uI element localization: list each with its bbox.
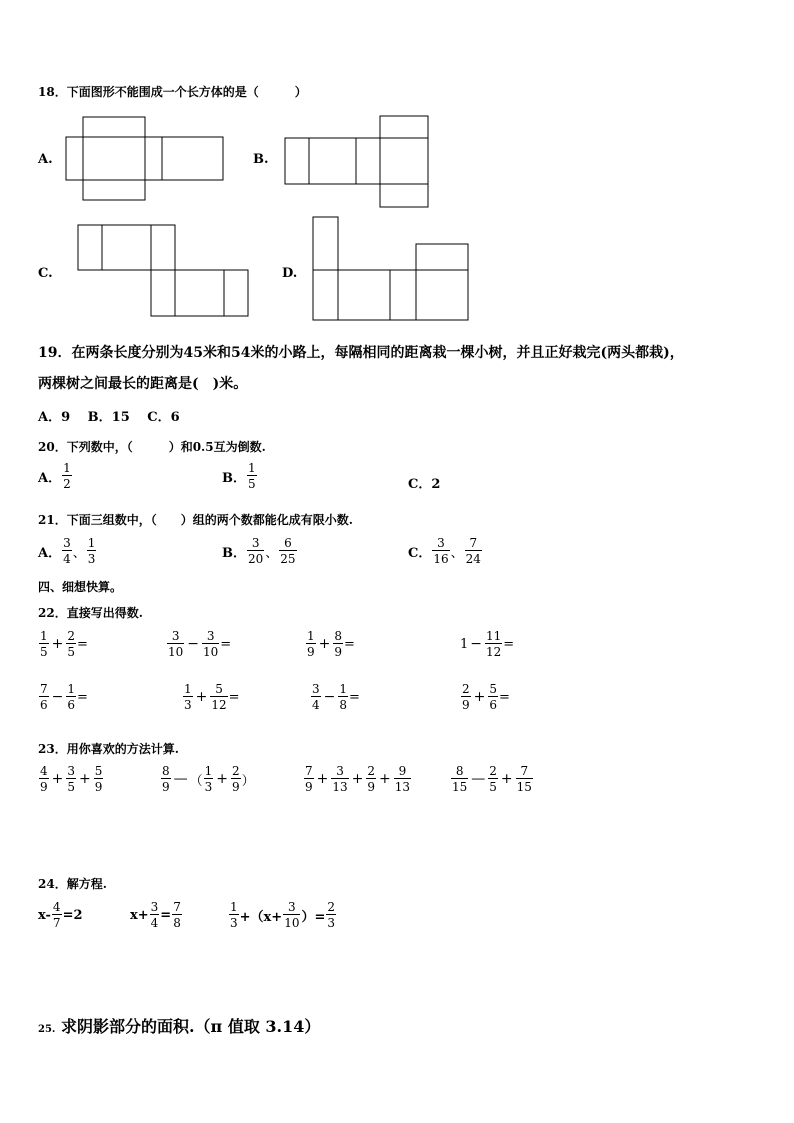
- q18-net-b: [285, 116, 431, 210]
- q22-expr-5: 7 6 − $\frac{1}{6}$ =: [40, 682, 88, 712]
- q19-line2: 两棵树之间最长的距离是( )米。: [38, 376, 248, 392]
- q25-text: 求阴影部分的面积.（π 值取 3.14）: [60, 1017, 321, 1036]
- q22-expr-3: 1 9 + $\frac{8}{9}$ =: [307, 629, 355, 659]
- q21-option-b: B． 3 20 、 6 25: [222, 536, 296, 566]
- q22-expr-6: 1 3 + $\frac{5}{12}$ =: [184, 682, 240, 712]
- q18-net-a: [66, 117, 226, 203]
- q25-number: 25.: [38, 1024, 56, 1035]
- q22-expr-2: 3 10 − $\frac{3}{10}$ =: [168, 629, 232, 659]
- q18-net-c: [78, 225, 252, 320]
- q20-option-b: [222, 462, 258, 490]
- q18-net-d: [313, 217, 473, 323]
- q20-stem: 20．下列数中，（ ）和0.5互为倒数.: [38, 440, 266, 454]
- section-4-heading: 四、细想快算。: [38, 580, 123, 594]
- q24-stem: 24．解方程.: [38, 877, 107, 891]
- q20-option-c: C．2: [408, 477, 441, 492]
- q20-a-label: A．: [38, 470, 62, 486]
- q18-option-b-label: B.: [253, 152, 269, 167]
- q21-stem: 21．下面三组数中，（ ）组的两个数都能化成有限小数.: [38, 513, 353, 527]
- q23-expr-2: 8 9 — （ 1 3 + $\frac{2}{9}$ ）: [162, 764, 255, 794]
- q22-expr-1: 1 5 + $\frac{2}{5}$ =: [40, 629, 88, 659]
- q25-stem: [38, 1014, 320, 1037]
- q18-option-d-label: D.: [282, 266, 298, 281]
- q18-option-c-label: C.: [38, 266, 53, 281]
- q23-expr-4: 8 15 — 2 5 + $\frac{7}{15}$: [452, 764, 532, 794]
- q20-option-a: [38, 462, 73, 490]
- q18-option-a-label: A.: [38, 152, 53, 167]
- q24-equation-3: 1 3 +（x+ $\frac{3}{10}$ ）= $\frac{2}{3}$: [230, 900, 336, 930]
- q19-line1: 19．在两条长度分别为45米和54米的小路上，每隔相同的距离栽一棵小树，并且正好栽完(两头都栽)，: [38, 345, 684, 361]
- q18-stem: 18．下面图形不能围成一个长方体的是（ ）: [38, 85, 307, 99]
- q22-stem: 22．直接写出得数.: [38, 606, 143, 620]
- q23-expr-1: 4 9 + $\frac{3}{5}$ + $\frac{5}{9}$: [40, 764, 103, 794]
- q21-option-a: A． 3 4 、 1 3: [38, 536, 96, 566]
- q24-equation-2: x+ $\frac{3}{4}$ = $\frac{7}{8}$: [130, 900, 181, 930]
- q22-expr-8: 2 9 + $\frac{5}{6}$ =: [462, 682, 510, 712]
- q22-expr-4: 1 − $\frac{11}{12}$ =: [460, 629, 515, 659]
- q23-stem: 23．用你喜欢的方法计算.: [38, 742, 179, 756]
- q23-expr-3: 7 9 + $\frac{3}{13}$ + $\frac{2}{9}$ + $\frac{9}{13}$: [305, 764, 411, 794]
- q20-a-fraction: 1 2: [63, 461, 71, 491]
- q19-options: A．9 B．15 C．6: [38, 410, 180, 425]
- q24-equation-1: x- $\frac{4}{7}$ =2: [38, 900, 83, 930]
- q22-expr-7: 3 4 − $\frac{1}{8}$ =: [312, 682, 360, 712]
- q20-b-fraction: 1 5: [248, 461, 256, 491]
- q21-option-c: C． 3 16 、 7 24: [408, 536, 481, 566]
- q20-b-label: B．: [222, 470, 246, 486]
